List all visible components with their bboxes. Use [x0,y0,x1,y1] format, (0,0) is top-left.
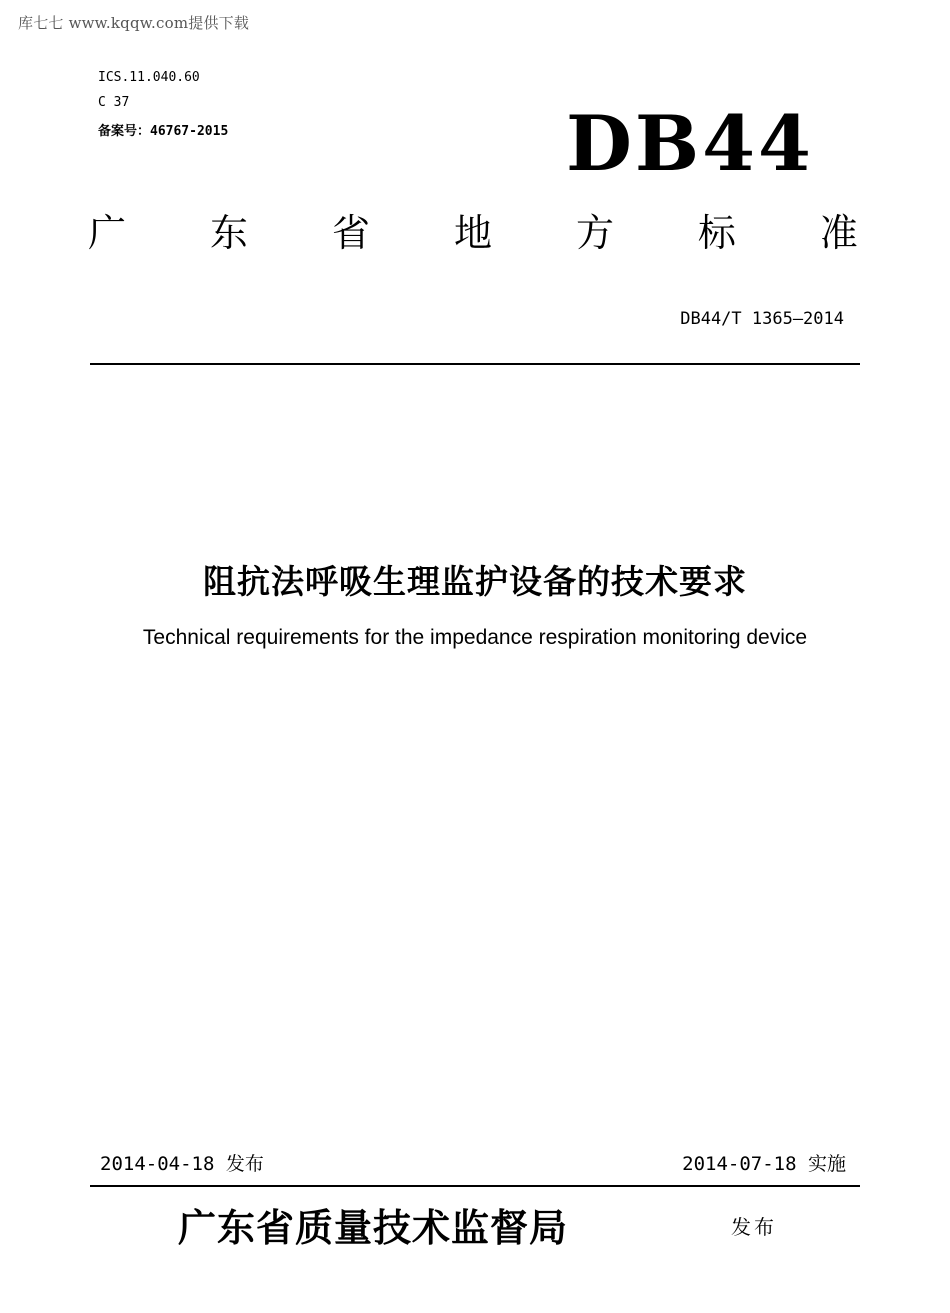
ics-code: ICS.11.040.60 [98,70,200,85]
standard-type-char: 准 [819,211,858,255]
ccs-code: C 37 [98,95,130,110]
english-title: Technical requirements for the impedance respiration monitoring device [142,626,808,649]
standard-type-char: 标 [697,211,736,255]
standard-type-char: 东 [209,211,248,255]
standard-type-char: 广 [88,211,127,255]
standard-type-char: 省 [331,211,370,255]
issuer-suffix: 发布 [731,1215,777,1239]
db44-logo: DB44 [566,99,814,188]
chinese-title: 阻抗法呼吸生理监护设备的技术要求 [203,562,747,601]
watermark: 库七七 www.kqqw.com提供下载 [18,14,250,32]
standard-type-char: 方 [575,211,614,255]
standard-number: DB44/T 1365—2014 [680,309,844,329]
standard-type-char: 地 [453,211,492,255]
issuer-name: 广东省质量技术监督局 [178,1205,569,1250]
filing-number: 备案号：46767-2015 [98,124,229,139]
top-divider [90,363,860,365]
bottom-divider [90,1185,860,1187]
implementation-date: 2014-07-18 实施 [682,1153,846,1175]
standard-type-title [88,211,858,255]
issue-date: 2014-04-18 发布 [100,1153,264,1175]
